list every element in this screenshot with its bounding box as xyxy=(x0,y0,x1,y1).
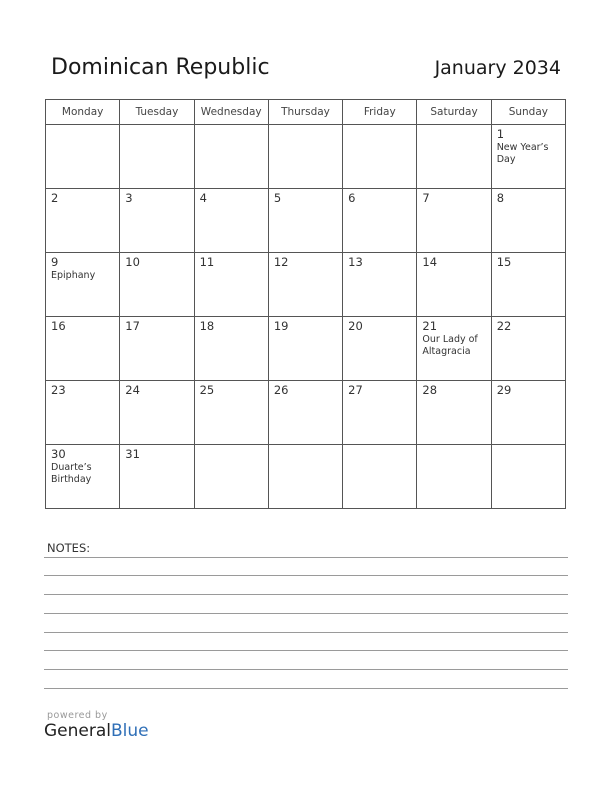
day-number: 25 xyxy=(199,383,215,397)
day-number: 26 xyxy=(273,383,289,397)
day-cell xyxy=(417,381,491,445)
week-row xyxy=(46,445,566,509)
day-cell xyxy=(194,125,268,189)
holiday-label: Duarte’s Birthday xyxy=(51,462,92,485)
holiday-label: New Year’s Day xyxy=(496,142,549,165)
day-number: 23 xyxy=(51,383,66,397)
day-cell xyxy=(491,253,565,317)
day-cell xyxy=(417,317,491,381)
day-number: 17 xyxy=(125,319,140,333)
day-cell xyxy=(343,445,417,509)
week-row xyxy=(46,253,566,317)
day-cell xyxy=(268,253,342,317)
day-cell xyxy=(491,381,565,445)
note-line xyxy=(44,669,568,670)
day-cell xyxy=(417,253,491,317)
day-number: 12 xyxy=(273,255,289,269)
brand-name-part2: Blue xyxy=(111,721,149,741)
day-cell xyxy=(194,189,268,253)
day-number: 30 xyxy=(51,447,66,461)
day-cell xyxy=(343,189,417,253)
day-cell xyxy=(46,445,120,509)
day-number: 29 xyxy=(496,383,512,397)
day-number: 28 xyxy=(422,383,438,397)
day-cell xyxy=(268,125,342,189)
day-cell xyxy=(46,125,120,189)
day-cell xyxy=(491,189,565,253)
day-cell xyxy=(417,189,491,253)
day-cell xyxy=(120,445,194,509)
day-cell xyxy=(46,317,120,381)
day-number: 1 xyxy=(496,127,505,141)
day-cell xyxy=(417,125,491,189)
week-row xyxy=(46,317,566,381)
day-number: 7 xyxy=(422,191,430,205)
weekday-thursday: Thursday xyxy=(268,100,342,125)
note-line xyxy=(44,688,568,689)
day-cell xyxy=(343,253,417,317)
day-number: 6 xyxy=(348,191,356,205)
holiday-label: Epiphany xyxy=(51,270,96,281)
day-number: 11 xyxy=(199,255,215,269)
day-number: 21 xyxy=(422,319,438,333)
day-number: 27 xyxy=(348,383,363,397)
country-title: Dominican Republic xyxy=(51,55,270,80)
calendar-grid xyxy=(45,99,566,509)
week-row xyxy=(46,125,566,189)
day-cell xyxy=(46,253,120,317)
day-number: 16 xyxy=(51,319,66,333)
weekday-wednesday: Wednesday xyxy=(194,100,268,125)
day-cell xyxy=(194,253,268,317)
day-cell xyxy=(268,445,342,509)
note-line xyxy=(44,650,568,651)
day-cell xyxy=(120,253,194,317)
note-line xyxy=(44,557,568,558)
day-cell xyxy=(417,445,491,509)
day-number: 4 xyxy=(199,191,207,205)
day-number: 20 xyxy=(348,319,363,333)
day-number: 14 xyxy=(422,255,438,269)
day-number: 8 xyxy=(496,191,505,205)
day-cell xyxy=(268,189,342,253)
weekday-monday: Monday xyxy=(46,100,120,125)
day-number: 2 xyxy=(51,191,59,205)
day-cell xyxy=(120,317,194,381)
day-number: 22 xyxy=(496,319,512,333)
day-number: 15 xyxy=(496,255,512,269)
note-line xyxy=(44,613,568,614)
weekday-sunday: Sunday xyxy=(491,100,565,125)
day-cell xyxy=(194,445,268,509)
day-number: 19 xyxy=(273,319,289,333)
day-number: 9 xyxy=(51,255,59,269)
day-cell xyxy=(120,189,194,253)
day-cell xyxy=(343,381,417,445)
note-line xyxy=(44,575,568,576)
day-cell xyxy=(120,381,194,445)
note-line xyxy=(44,632,568,633)
day-number: 10 xyxy=(125,255,140,269)
day-cell xyxy=(194,317,268,381)
day-number: 18 xyxy=(199,319,215,333)
weekday-saturday: Saturday xyxy=(417,100,491,125)
day-cell xyxy=(268,381,342,445)
day-cell xyxy=(46,381,120,445)
day-number: 13 xyxy=(348,255,363,269)
weekday-tuesday: Tuesday xyxy=(120,100,194,125)
holiday-label: Our Lady of Altagracia xyxy=(422,334,478,357)
day-number: 3 xyxy=(125,191,133,205)
day-cell xyxy=(343,125,417,189)
day-number: 31 xyxy=(125,447,140,461)
day-cell xyxy=(194,381,268,445)
day-cell xyxy=(491,125,565,189)
brand-logo xyxy=(44,721,149,741)
month-title: January 2034 xyxy=(434,57,561,79)
day-cell xyxy=(120,125,194,189)
day-number: 24 xyxy=(125,383,140,397)
day-cell xyxy=(46,189,120,253)
week-row xyxy=(46,189,566,253)
powered-by-text: powered by xyxy=(47,710,108,721)
day-cell xyxy=(268,317,342,381)
day-cell xyxy=(491,445,565,509)
week-row xyxy=(46,381,566,445)
note-line xyxy=(44,594,568,595)
weekday-friday: Friday xyxy=(343,100,417,125)
day-number: 5 xyxy=(273,191,282,205)
weekday-header-row xyxy=(46,100,566,125)
brand-name-part1: General xyxy=(44,721,111,741)
notes-label: NOTES: xyxy=(47,541,91,555)
day-cell xyxy=(343,317,417,381)
day-cell xyxy=(491,317,565,381)
